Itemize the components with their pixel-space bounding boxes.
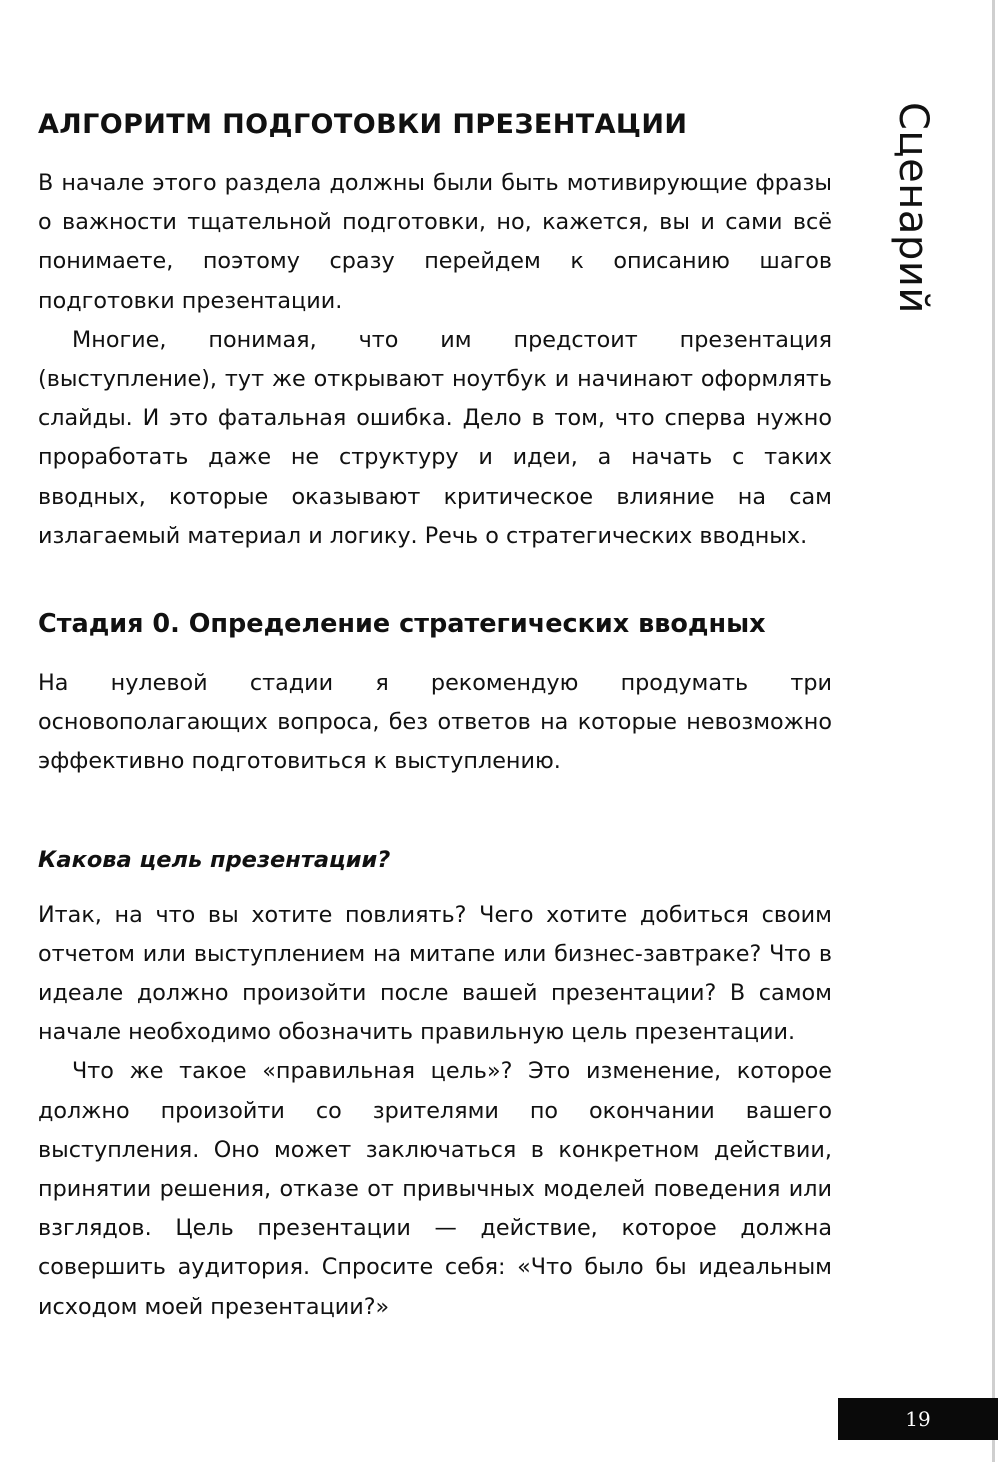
question-paragraph-1: Итак, на что вы хотите повлиять? Чего хотите добиться своим отчетом или выступлением на митапе или бизнес-завтраке? Что в идеале должно произойти после вашей презентации? В самом начале необходимо обозначить правильную цель презентации.	[38, 901, 832, 1046]
intro-paragraph-1: В начале этого раздела должны были быть мотивирующие фразы о важности тщательной подготовки, но, кажется, вы и сами всё понимаете, поэтому сразу перейдем к описанию шагов подготовки презентации.	[38, 170, 832, 314]
section-heading: АЛГОРИТМ ПОДГОТОВКИ ПРЕЗЕНТАЦИИ	[38, 109, 688, 140]
stage-heading: Стадия 0. Определение стратегических вводных	[38, 609, 766, 640]
question-paragraph-2: Что же такое «правильная цель»? Это изменение, которое должно произойти со зрителями по окончании вашего выступления. Оно может заключаться в конкретном действии, принятии решения, отказе от привычных моделей поведения или взглядов. Цель презентации — действие, которое должна совершить аудитория. Спросите себя: «Что было бы идеальным исходом моей презентации?»	[38, 1058, 832, 1320]
page-number: 19	[905, 1407, 931, 1431]
intro-paragraph-2: Многие, понимая, что им предстоит презентация (выступление), тут же открывают ноутбук и начинают оформлять слайды. И это фатальная ошибка. Дело в том, что сперва нужно проработать даже не структуру и идеи, а начать с таких вводных, которые оказывают критическое влияние на сам излагаемый материал и логику. Речь о стратегических вводных.	[38, 326, 832, 549]
stage-paragraph: На нулевой стадии я рекомендую продумать три основополагающих вопроса, без ответов на которые невозможно эффективно подготовиться к выступлению.	[38, 670, 832, 775]
page-number-tab	[838, 1398, 998, 1440]
page-content	[38, 96, 832, 1327]
chapter-side-title: Сценарий	[890, 102, 936, 314]
page-edge	[992, 0, 995, 1462]
question-heading: Какова цель презентации?	[38, 846, 391, 873]
